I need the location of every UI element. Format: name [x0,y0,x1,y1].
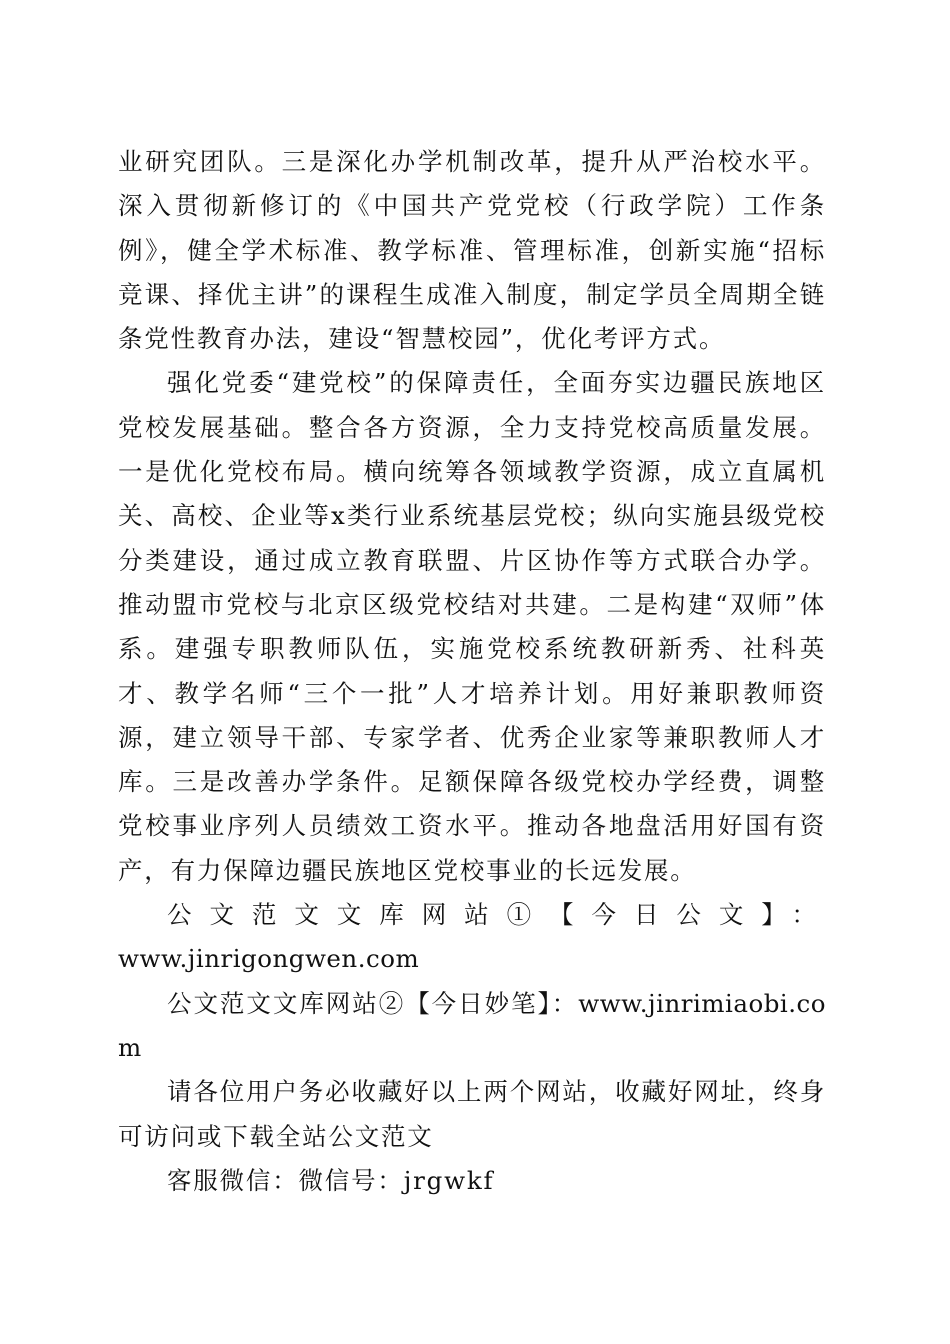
site-1-label: 公文范文文库网站①【今日公文】： [167,900,826,930]
site-2-line [118,982,826,1071]
document-body [118,140,826,1203]
paragraph-1: 业研究团队。三是深化办学机制改革，提升从严治校水平。深入贯彻新修订的《中国共产党党校（行政学院）工作条例》，健全学术标准、教学标准、管理标准，创新实施“招标竞课、择优主讲”的课程生成准入制度，制定学员全周期全链条党性教育办法，建设“智慧校园”，优化考评方式。 [118,147,826,354]
site-2-label: 公文范文文库网站②【今日妙笔】： [167,988,579,1018]
site-1-url: www.jinrigongwen.com [118,944,420,974]
wechat-contact: 客服微信：微信号：jrgwkf [167,1165,495,1195]
site-2-url: www.jinrimiaobi.com [118,988,826,1062]
notice-paragraph: 请各位用户务必收藏好以上两个网站，收藏好网址，终身可访问或下载全站公文范文 [118,1077,826,1151]
paragraph-2: 强化党委“建党校”的保障责任，全面夯实边疆民族地区党校发展基础。整合各方资源，全力支持党校高质量发展。一是优化党校布局。横向统筹各领域教学资源，成立直属机关、高校、企业等x类行业系统基层党校；纵向实施县级党校分类建设，通过成立教育联盟、片区协作等方式联合办学。推动盟市党校与北京区级党校结对共建。二是构建“双师”体系。建强专职教师队伍，实施党校系统教研新秀、社科英才、教学名师“三个一批”人才培养计划。用好兼职教师资源，建立领导干部、专家学者、优秀企业家等兼职教师人才库。三是改善办学条件。足额保障各级党校办学经费，调整党校事业序列人员绩效工资水平。推动各地盘活用好国有资产，有力保障边疆民族地区党校事业的长远发展。 [118,368,826,885]
